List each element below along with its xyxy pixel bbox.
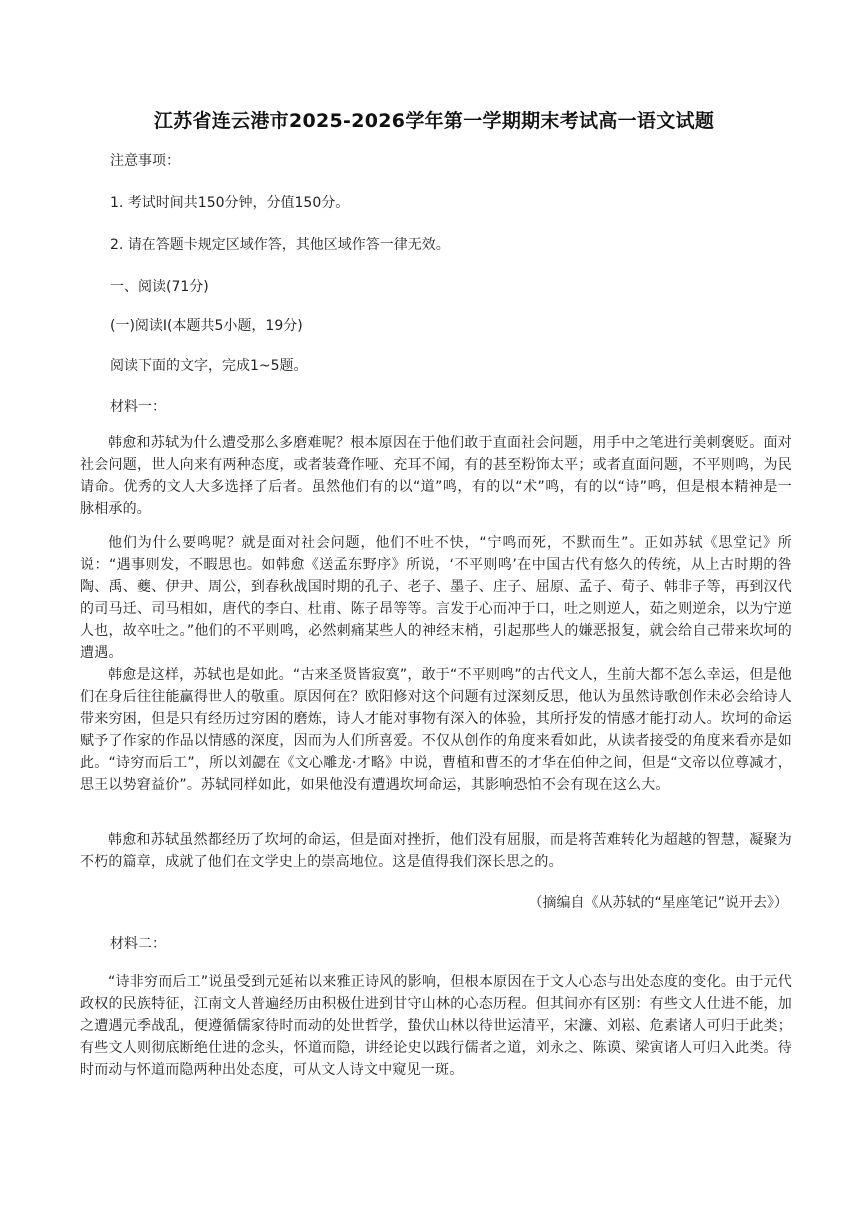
note-item: 2. 请在答题卡规定区域作答，其他区域作答一律无效。 (110, 237, 450, 253)
paragraph: 韩愈和苏轼虽然都经历了坎坷的命运，但是面对挫折，他们没有屈服，而是将苦难转化为超越的智慧，凝聚为不朽的篇章，成就了他们在文学史上的崇高地位。这是值得我们深长思之的。 (80, 832, 792, 870)
section-heading: 一、阅读(71分) (110, 279, 209, 295)
material-heading: 材料二： (110, 936, 166, 952)
paragraph: 韩愈是这样，苏轼也是如此。“古来圣贤皆寂寞”，敢于“不平则鸣”的古代文人，生前大都不怎么幸运，但是他们在身后往往能赢得世人的敬重。原因何在？欧阳修对这个问题有过深刻反思，他认为虽然诗歌创作未必会给诗人带来穷困，但是只有经历过穷困的磨炼，诗人才能对事物有深入的体验，其所抒发的情感才能打动人。坎坷的命运赋予了作家的作品以情感的深度，因而为人们所喜爱。不仅从创作的角度来看如此，从读者接受的角度来看亦是如此。“诗穷而后工”，所以刘勰在《文心雕龙·才略》中说，曹植和曹丕的才华在伯仲之间，但是“文帝以位尊减才，思王以势窘益价”。苏轼同样如此，如果他没有遭遇坎坷命运，其影响恐怕不会有现在这么大。 (80, 667, 792, 793)
page-title: 江苏省连云港市2025-2026学年第一学期期末考试高一语文试题 (153, 110, 715, 132)
paragraph: “诗非穷而后工”说虽受到元延祐以来雅正诗风的影响，但根本原因在于文人心态与出处态度的变化。由于元代政权的民族特征，江南文人普遍经历由积极仕进到甘守山林的心态历程。但其间亦有区别：有些文人仕进不能，加之遭遇元季战乱，便遵循儒家待时而动的处世哲学，蛰伏山林以待世运清平，宋濂、刘崧、危素诸人可归于此类；有些文人则彻底断绝仕进的念头，怀道而隐，讲经论史以践行儒者之道，刘永之、陈谟、梁寅诸人可归入此类。待时而动与怀道而隐两种出处态度，可从文人诗文中窥见一斑。 (80, 974, 792, 1078)
notes-heading: 注意事项： (110, 153, 180, 169)
instruction-text: 阅读下面的文字，完成1~5题。 (110, 358, 308, 374)
source-citation: （摘编自《从苏轼的“星座笔记”说开去》） (528, 895, 788, 911)
material-heading: 材料一： (110, 399, 166, 415)
note-item: 1. 考试时间共150分钟，分值150分。 (110, 195, 350, 211)
subsection-heading: (一)阅读Ⅰ(本题共5小题，19分) (110, 318, 303, 334)
paragraph: 韩愈和苏轼为什么遭受那么多磨难呢？根本原因在于他们敢于直面社会问题，用手中之笔进行美刺褒贬。面对社会问题，世人向来有两种态度，或者装聋作哑、充耳不闻，有的甚至粉饰太平；或者直面问题，不平则鸣，为民请命。优秀的文人大多选择了后者。虽然他们有的以“道”鸣，有的以“术”鸣，有的以“诗”鸣，但是根本精神是一脉相承的。 (80, 435, 792, 517)
paragraph: 他们为什么要鸣呢？就是面对社会问题，他们不吐不快，“宁鸣而死，不默而生”。正如苏轼《思堂记》所说：“遇事则发，不暇思也。如韩愈《送孟东野序》所说，‘不平则鸣’在中国古代有悠久的传统，从上古时期的咎陶、禹、夔、伊尹、周公，到春秋战国时期的孔子、老子、墨子、庄子、屈原、孟子、荀子、韩非子等，再到汉代的司马迁、司马相如，唐代的李白、杜甫、陈子昂等等。言发于心而冲于口，吐之则逆人，茹之则逆余，以为宁逆人也，故卒吐之。”他们的不平则鸣，必然刺痛某些人的神经末梢，引起那些人的嫌恶报复，就会给自己带来坎坷的遭遇。 (80, 535, 792, 661)
